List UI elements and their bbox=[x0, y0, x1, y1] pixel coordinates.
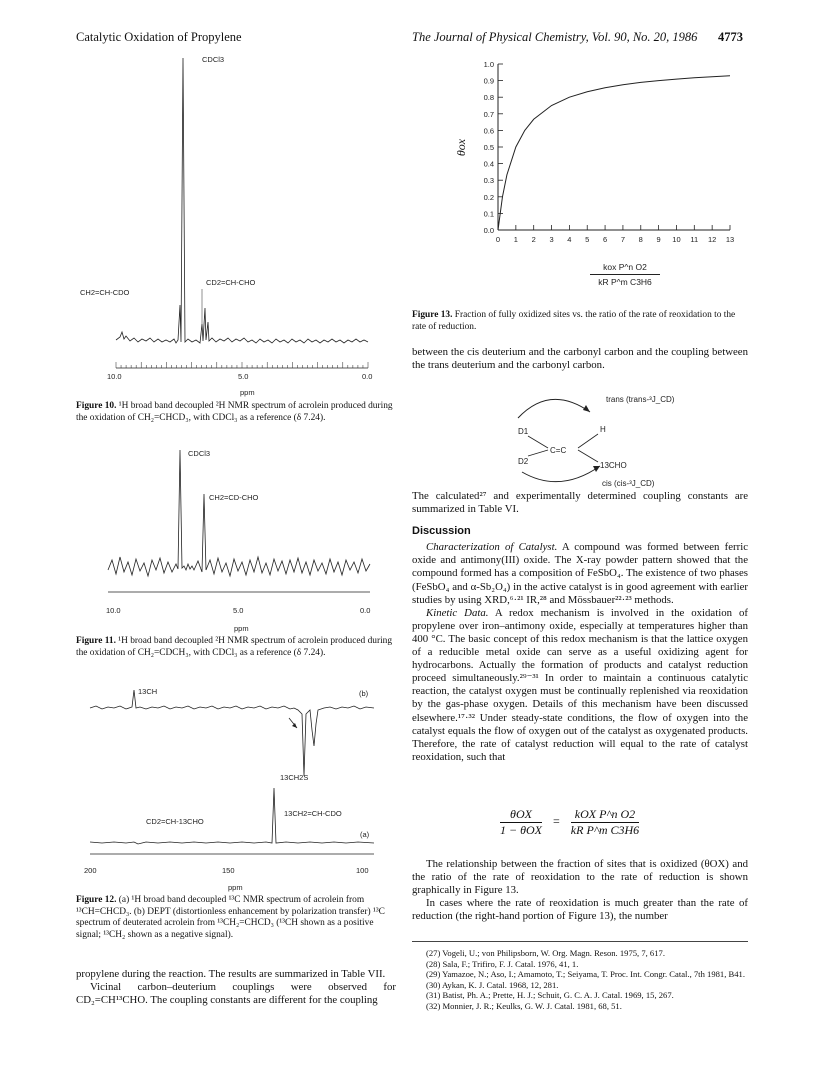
fig13-y-tick-label: 0.9 bbox=[483, 76, 494, 86]
references bbox=[412, 948, 748, 1012]
fig10-tick-10: 10.0 bbox=[107, 372, 122, 381]
fig10-tick-5: 5.0 bbox=[238, 372, 249, 381]
fig13-y-tick-label: 0.6 bbox=[483, 126, 494, 136]
right-column-text: The calculated²⁷ and experimentally determined coupling constants are summarized in Table VI. Discussion Characterization of Catalyst. A compound was formed between ferric oxide and antimony(III) oxide. The X-ray powder pattern showed that the compound formed has a composition of FeSbO₄. The existence of two phases (FeSbO₄ and α-Sb₂O₄) in the active catalyst is in good agreement with earlier studies by using XRD,⁶·²¹ IR,²⁸ and Mössbauer²²·²³ methods. Kinetic Data. A redox mechanism is involved in the oxidation of propylene over iron–antimony oxide, especially at temperatures higher than 400 °C. The basic concept of this redox mechanism is that the lattice oxygen of a reducible metal oxide can serve as a useful oxidizing agent for hydrocarbons. Actually the formation of products and catalyst reduction proceed simultaneously.²⁹⁻³¹ In order to maintain a continuous catalytic reaction, the catalyst oxygen must be continually replenished via reoxidation by the gas-phase oxygen. Details of this mechanism have been discussed elsewhere.¹⁷·³² Under steady-state conditions, the flow of oxygen into the catalyst equals the flow of oxygen out of the catalyst as oxygenated products. Therefore, the rate of catalyst reduction will equal to the rate of catalyst reoxidation, such that bbox=[412, 490, 748, 763]
fig13-x-tick-label: 3 bbox=[549, 235, 554, 244]
fig10-tick-0: 0.0 bbox=[362, 372, 373, 381]
scheme-trans: trans (trans-³J_CD) bbox=[606, 395, 675, 404]
scheme-cis: cis (cis-³J_CD) bbox=[602, 479, 655, 488]
running-head-left: Catalytic Oxidation of Propylene bbox=[76, 30, 242, 44]
scheme-h: H bbox=[600, 425, 606, 434]
scheme-d2: D2 bbox=[518, 457, 529, 466]
fig13-x-tick-label: 10 bbox=[672, 235, 681, 244]
references-rule bbox=[412, 941, 748, 942]
reference-item: (30) Aykan, K. J. Catal. 1968, 12, 281. bbox=[426, 979, 559, 990]
fig12-a-label: (a) bbox=[360, 830, 370, 839]
fig13-y-tick-label: 0.3 bbox=[483, 176, 494, 186]
equation: θOX 1 − θOX = kOX P^n O2 kR P^m C3H6 bbox=[500, 807, 640, 837]
fig13-x-tick-label: 13 bbox=[725, 235, 735, 244]
fig13-y-tick-label: 0.0 bbox=[483, 226, 494, 235]
fig12-tick-150: 150 bbox=[222, 866, 235, 875]
fig11-tick-0: 0.0 bbox=[360, 606, 371, 615]
fig13-y-tick-label: 0.5 bbox=[483, 143, 494, 152]
figure-11-spectrum bbox=[76, 442, 396, 602]
page-number: 4773 bbox=[718, 30, 743, 44]
running-head-right: The Journal of Physical Chemistry, Vol. 90, No. 20, 1986 bbox=[412, 30, 698, 44]
right-column-text-2: The relationship between the fraction of sites that is oxidized (θOX) and the ratio of the rate of reoxidation to the rate of reduction is shown graphically in Figure 13. In cases where the rate of reoxidation is much greater than the rate of reduction (the right-hand portion of Figure 13), the number bbox=[412, 858, 748, 923]
figure-12-spectrum bbox=[76, 680, 396, 870]
fig13-x-tick-label: 1 bbox=[513, 235, 518, 244]
scheme-d1: D1 bbox=[518, 427, 529, 436]
scheme-cho: 13CHO bbox=[600, 461, 627, 470]
fig13-y-tick-label: 0.2 bbox=[483, 192, 494, 202]
fig13-x-tick-label: 2 bbox=[531, 235, 536, 244]
left-column-text: propylene during the reaction. The results are summarized in Table VII. Vicinal carbon–deuterium couplings were observed for CD₂=CH¹³CHO. The coupling constants are different for the coupling bbox=[76, 968, 396, 1007]
fig13-x-tick-label: 5 bbox=[585, 235, 590, 244]
reference-item: (32) Monnier, J. R.; Keulks, G. W. J. Catal. 1981, 68, 51. bbox=[426, 1000, 622, 1011]
fig13-x-tick-label: 7 bbox=[620, 235, 626, 244]
fig10-ch2-label: CH2=CH-CDO bbox=[80, 288, 130, 297]
fig13-x-tick-label: 11 bbox=[690, 235, 699, 244]
fig12-13ch-label: 13CH bbox=[138, 687, 158, 696]
fig13-y-tick-label: 0.7 bbox=[483, 109, 494, 119]
fig13-y-tick-label: 1.0 bbox=[483, 60, 494, 69]
fig11-ch2cd-label: CH2=CD-CHO bbox=[209, 493, 259, 502]
fig13-x-tick-label: 6 bbox=[602, 235, 608, 244]
fig13-x-tick-label: 0 bbox=[495, 235, 501, 244]
fig13-x-tick-label: 8 bbox=[638, 235, 643, 244]
right-column-p1: between the cis deuterium and the carbonyl carbon and the coupling between the trans deuterium and the carbonyl carbon. bbox=[412, 346, 748, 372]
fig11-axis-label: ppm bbox=[234, 624, 249, 633]
figure-11-caption: Figure 11. ¹H broad band decoupled ²H NMR spectrum of acrolein produced during the oxidation of CH₂=CDCH₃, with CDCl₃ as a reference (δ 7.24). bbox=[76, 636, 393, 658]
fig11-cdcl3-label: CDCl3 bbox=[188, 449, 211, 458]
fig13-y-tick-label: 0.8 bbox=[483, 93, 494, 103]
fig10-cdcl3-label: CDCl3 bbox=[202, 55, 225, 64]
fig10-cd2-label: CD2=CH-CHO bbox=[206, 278, 256, 287]
fig13-y-tick-label: 0.4 bbox=[483, 159, 494, 169]
figure-10-spectrum bbox=[76, 50, 396, 380]
fig12-ch2cdo-label: 13CH2=CH-CDO bbox=[284, 809, 342, 818]
fig13-x-tick-label: 4 bbox=[567, 235, 572, 244]
fig13-x-tick-label: 9 bbox=[656, 235, 661, 244]
fig13-ylabel: θox bbox=[454, 138, 469, 157]
discussion-heading: Discussion bbox=[412, 525, 471, 538]
fig12-tick-100: 100 bbox=[356, 866, 369, 875]
fig12-13ch2s-label: 13CH2S bbox=[280, 773, 309, 782]
fig12-b-label: (b) bbox=[359, 689, 369, 698]
fig11-tick-10: 10.0 bbox=[106, 606, 121, 615]
figure-12-caption: Figure 12. (a) ¹H broad band decoupled ¹³C NMR spectrum of acrolein from ¹³CH=CHCD₃. (b) DEPT (distortionless enhancement by polarization transfer) ¹³C spectrum of deuterated acrolein from ¹³CH₂=CHCD₃ (¹³CH shown as a positive signal; ¹³CH₂ shown as a negative signal). bbox=[76, 895, 385, 940]
scheme-cc: C=C bbox=[550, 446, 567, 455]
reference-item: (29) Yamazoe, N.; Aso, I.; Amamoto, T.; Seiyama, T. Proc. Int. Congr. Catal., 7th 1981, B41. bbox=[426, 969, 745, 980]
fig12-tick-200: 200 bbox=[84, 866, 97, 875]
fig13-x-tick-label: 12 bbox=[707, 235, 717, 244]
reference-item: (27) Vogeli, U.; von Philipsborn, W. Org. Magn. Reson. 1975, 7, 617. bbox=[426, 948, 665, 958]
coupling-scheme bbox=[440, 382, 740, 494]
fig12-axis-label: ppm bbox=[228, 883, 243, 892]
reference-item: (31) Batist, Ph. A.; Prette, H. J.; Schuit, G. C. A. J. Catal. 1969, 15, 267. bbox=[426, 990, 674, 1001]
fig11-tick-5: 5.0 bbox=[233, 606, 244, 615]
fig13-series-line bbox=[498, 76, 730, 230]
figure-13-caption: Figure 13. Fraction of fully oxidized sites vs. the ratio of the rate of reoxidation to the rate of reduction. bbox=[412, 310, 736, 332]
fig13-xlabel: kox P^n O2 kR P^m C3H6 bbox=[590, 262, 660, 287]
figure-10-caption: Figure 10. ¹H broad band decoupled ²H NMR spectrum of acrolein produced during the oxidation of CH₂=CHCD₃, with CDCl₃ as a reference (δ 7.24). bbox=[76, 401, 393, 423]
reference-item: (28) Sala, F.; Trifiro, F. J. Catal. 1976, 41, 1. bbox=[426, 958, 579, 969]
fig13-y-tick-label: 0.1 bbox=[483, 209, 494, 219]
fig12-cd2-label: CD2=CH-13CHO bbox=[146, 817, 204, 826]
fig10-axis-label: ppm bbox=[240, 388, 255, 397]
